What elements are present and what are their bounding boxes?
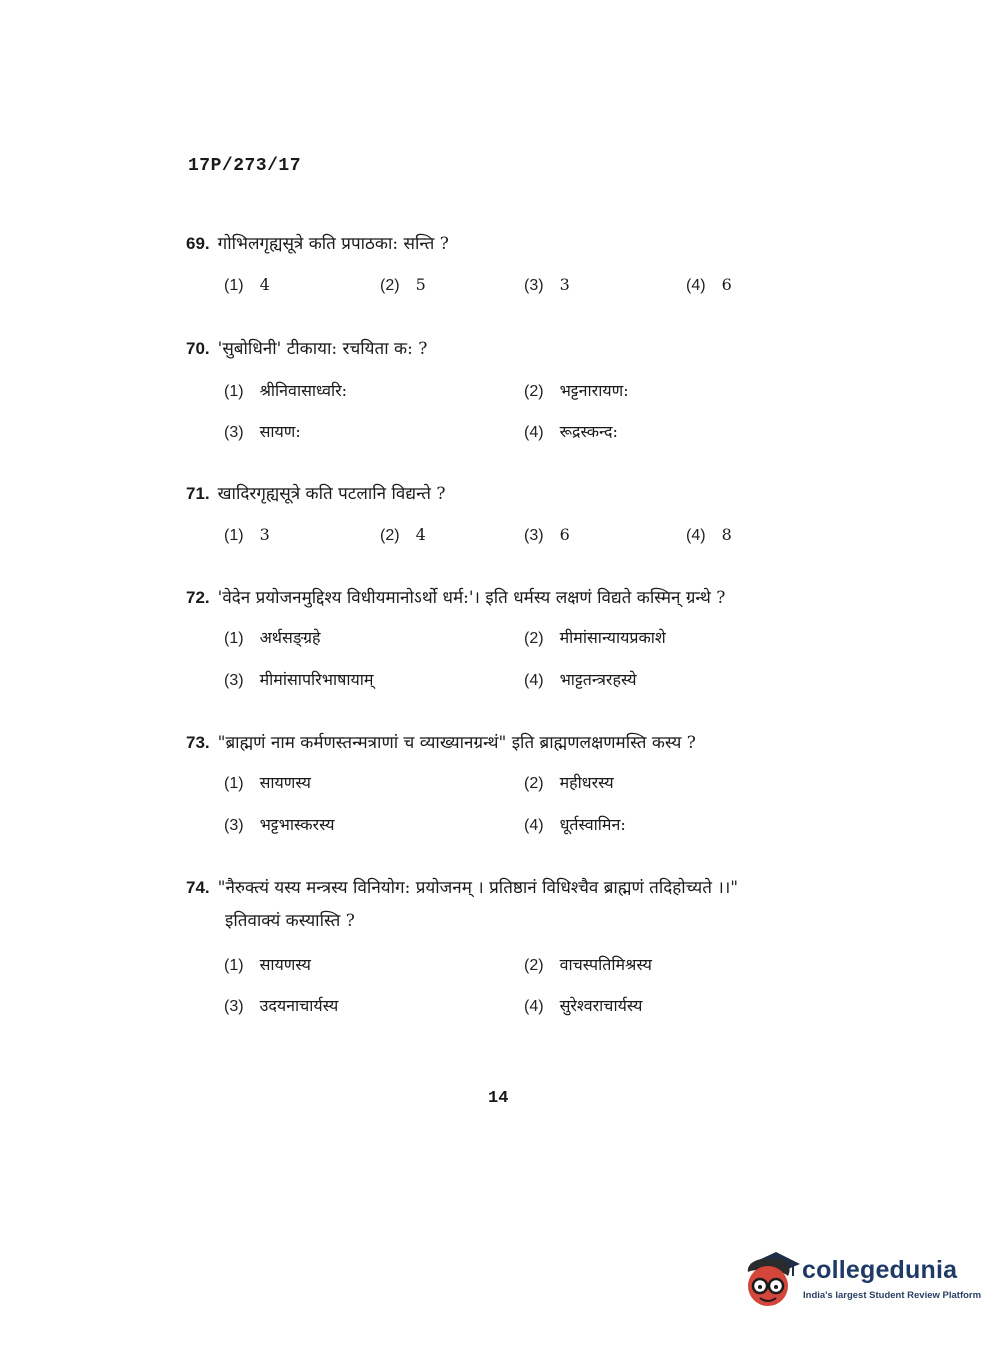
question-number: 72.: [186, 588, 210, 607]
question-70: [186, 336, 427, 359]
question-number: 74.: [186, 878, 210, 897]
question-stem: 'वेदेन प्रयोजनमुद्दिश्य विधीयमानोऽर्थो धर्म:'। इति धर्मस्य लक्षणं विद्यते कस्मिन् ग्रन्थे ?: [217, 588, 726, 608]
option: (4) धूर्तस्वामिन:: [524, 815, 626, 834]
option: (4) सुरेश्वराचार्यस्य: [524, 996, 643, 1015]
option: (2) भट्टनारायण:: [524, 381, 629, 400]
option: (1) 3: [224, 525, 270, 544]
question-number: 73.: [186, 733, 210, 752]
question-69: [186, 231, 449, 254]
question-stem-continuation: इतिवाक्यं कस्यास्ति ?: [225, 911, 355, 931]
question-71: [186, 481, 446, 504]
option: (1) सायणस्य: [224, 955, 311, 974]
option: (3) उदयनाचार्यस्य: [224, 996, 339, 1015]
option: (2) 4: [380, 525, 426, 544]
option: (3) भट्टभास्करस्य: [224, 815, 335, 834]
option: (1) 4: [224, 275, 270, 294]
option: (2) मीमांसान्यायप्रकाशे: [524, 628, 666, 647]
question-72: [186, 585, 725, 608]
option: (1) श्रीनिवासाध्वरि:: [224, 381, 348, 400]
option: (2) महीधरस्य: [524, 773, 614, 792]
option: (4) भाट्टतन्त्ररहस्ये: [524, 670, 637, 689]
option: (4) 8: [686, 525, 732, 544]
page-number: 14: [488, 1089, 509, 1108]
question-number: 70.: [186, 339, 210, 358]
question-number: 71.: [186, 484, 210, 503]
question-stem: गोभिलगृह्यसूत्रे कति प्रपाठका: सन्ति ?: [217, 234, 449, 254]
option: (3) मीमांसापरिभाषायाम्: [224, 670, 374, 689]
question-number: 69.: [186, 234, 210, 253]
option: (4) 6: [686, 275, 732, 294]
option: (3) 6: [524, 525, 570, 544]
question-stem: "नैरुक्त्यं यस्य मन्त्रस्य विनियोग: प्रयोजनम् । प्रतिष्ठानं विधिश्चैव ब्राह्मणं तदिहोच्यते ।।": [217, 878, 739, 898]
question-73: [186, 730, 696, 753]
logo-wordmark: collegedunia: [802, 1256, 958, 1284]
question-stem: 'सुबोधिनी' टीकाया: रचयिता क: ?: [217, 339, 428, 359]
option: (1) अर्थसङ्ग्रहे: [224, 628, 321, 647]
mascot-icon: [742, 1246, 802, 1314]
option: (3) सायण:: [224, 422, 301, 441]
question-stem: "ब्राह्मणं नाम कर्मणस्तन्मत्राणां च व्याख्यानग्रन्थं" इति ब्राह्मणलक्षणमस्ति कस्य ?: [217, 733, 696, 753]
option: (2) 5: [380, 275, 426, 294]
collegedunia-logo: [742, 1246, 982, 1316]
option: (2) वाचस्पतिमिश्रस्य: [524, 955, 652, 974]
question-stem: खादिरगृह्यसूत्रे कति पटलानि विद्यन्ते ?: [217, 484, 446, 504]
page-code: 17P/273/17: [188, 156, 302, 176]
option: (4) रूद्रस्कन्द:: [524, 422, 618, 441]
question-74: [186, 875, 738, 931]
logo-tagline: India's largest Student Review Platform: [803, 1290, 982, 1301]
option: (1) सायणस्य: [224, 773, 311, 792]
option: (3) 3: [524, 275, 570, 294]
